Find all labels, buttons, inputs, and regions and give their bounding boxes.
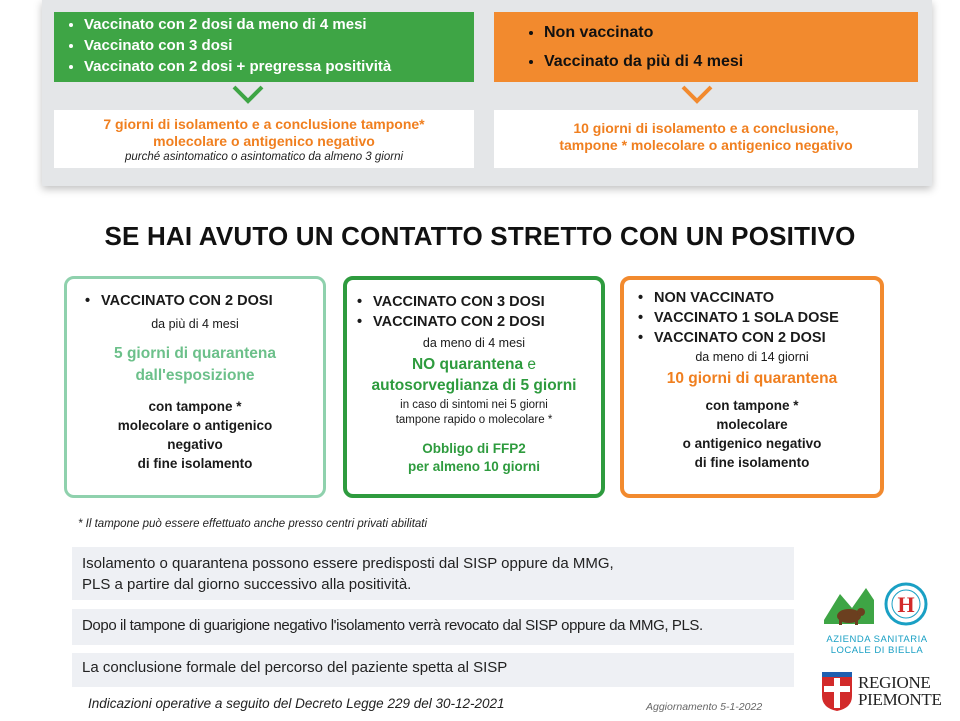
criteria-item: • Vaccinato con 3 dosi bbox=[84, 35, 474, 56]
asl-letter: H bbox=[897, 592, 915, 617]
chevron-down-icon bbox=[231, 84, 265, 106]
section-title: SE HAI AVUTO UN CONTATTO STRETTO CON UN POSITIVO bbox=[104, 221, 856, 251]
card-note: in caso di sintomi nei 5 giorni bbox=[400, 399, 548, 411]
regione-piemonte-logo bbox=[820, 672, 940, 716]
result-line: 10 giorni di isolamento e a conclusione, bbox=[573, 120, 839, 136]
card-highlight: dall'esposizione bbox=[135, 367, 255, 384]
card-item: • VACCINATO 1 SOLA DOSE bbox=[638, 308, 880, 328]
info-line: PLS a partire dal giorno successivo alla positività. bbox=[82, 576, 412, 593]
asl-name: AZIENDA SANITARIA bbox=[826, 634, 928, 645]
card-item: • VACCINATO CON 2 DOSI bbox=[357, 312, 601, 332]
card-note: tampone rapido o molecolare * bbox=[395, 414, 553, 426]
card-item: • VACCINATO CON 2 DOSI bbox=[85, 291, 323, 311]
card-body-line: o antigenico negativo bbox=[682, 436, 822, 451]
card-unvaccinated bbox=[620, 276, 884, 498]
result-line: tampone * molecolare o antigenico negativo bbox=[559, 137, 853, 153]
card-item: • NON VACCINATO bbox=[638, 288, 880, 308]
card-highlight: autosorveglianza di 5 giorni bbox=[371, 377, 577, 394]
card-vaccinated-over-4-months bbox=[64, 276, 326, 498]
isolation-result-vaccinated bbox=[54, 110, 474, 168]
info-box-isolation bbox=[72, 547, 794, 600]
card-item: • VACCINATO CON 3 DOSI bbox=[357, 292, 601, 312]
criteria-item: • Non vaccinato bbox=[544, 18, 918, 47]
card-body-line: di fine isolamento bbox=[137, 456, 253, 471]
info-line: La conclusione formale del percorso del paziente spetta al SISP bbox=[82, 659, 508, 676]
card-item: • VACCINATO CON 2 DOSI bbox=[638, 328, 880, 348]
regione-line: PIEMONTE bbox=[858, 690, 942, 709]
result-line: molecolare o antigenico negativo bbox=[153, 133, 375, 149]
card-vaccinated-under-4-months bbox=[343, 276, 605, 498]
criteria-item: • Vaccinato da più di 4 mesi bbox=[544, 47, 918, 76]
decree-reference: Indicazioni operative a seguito del Decreto Legge 229 del 30-12-2021 bbox=[88, 696, 505, 711]
criteria-item: • Vaccinato con 2 dosi da meno di 4 mesi bbox=[84, 14, 474, 35]
result-note: purché asintomatico o asintomatico da almeno 3 giorni bbox=[124, 151, 404, 163]
unvaccinated-criteria-box bbox=[494, 12, 918, 82]
info-box-conclusion bbox=[72, 653, 794, 687]
piemonte-shield-icon bbox=[820, 672, 854, 712]
card-sub: da meno di 4 mesi bbox=[422, 336, 526, 350]
info-line: Isolamento o quarantena possono essere predisposti dal SISP oppure da MMG, bbox=[82, 555, 614, 572]
card-highlight-conj: e bbox=[523, 356, 537, 373]
card-highlight: 5 giorni di quarantena bbox=[114, 345, 276, 362]
asl-emblem-icon bbox=[818, 580, 936, 632]
isolation-result-unvaccinated bbox=[494, 110, 918, 168]
card-highlight: NO quarantena bbox=[411, 356, 524, 373]
regione-line: REGIONE bbox=[858, 673, 931, 692]
card-body-line: con tampone * bbox=[705, 398, 799, 413]
ffp2-line: Obbligo di FFP2 bbox=[422, 441, 526, 456]
footnote: * Il tampone può essere effettuato anche presso centri privati abilitati bbox=[78, 518, 428, 530]
card-body-line: molecolare o antigenico bbox=[117, 418, 273, 433]
asl-biella-logo bbox=[818, 580, 936, 664]
ffp2-line: per almeno 10 giorni bbox=[407, 459, 541, 474]
chevron-down-icon bbox=[680, 84, 714, 106]
info-box-revocation bbox=[72, 609, 794, 645]
info-line: Dopo il tampone di guarigione negativo l'isolamento verrà revocato dal SISP oppure da MMG, PLS. bbox=[82, 617, 703, 634]
card-sub: da meno di 14 giorni bbox=[695, 350, 809, 364]
result-line: 7 giorni di isolamento e a conclusione tampone* bbox=[103, 116, 425, 132]
update-date: Aggiornamento 5-1-2022 bbox=[646, 701, 763, 713]
card-highlight: 10 giorni di quarantena bbox=[666, 370, 838, 387]
card-body-line: molecolare bbox=[716, 417, 788, 432]
asl-name: LOCALE DI BIELLA bbox=[830, 645, 924, 656]
card-body-line: di fine isolamento bbox=[694, 455, 810, 470]
vaccinated-criteria-box bbox=[54, 12, 474, 82]
criteria-item: • Vaccinato con 2 dosi + pregressa positività bbox=[84, 56, 474, 77]
card-body-line: con tampone * bbox=[148, 399, 242, 414]
card-sub: da più di 4 mesi bbox=[151, 317, 239, 331]
card-body-line: negativo bbox=[167, 437, 223, 452]
